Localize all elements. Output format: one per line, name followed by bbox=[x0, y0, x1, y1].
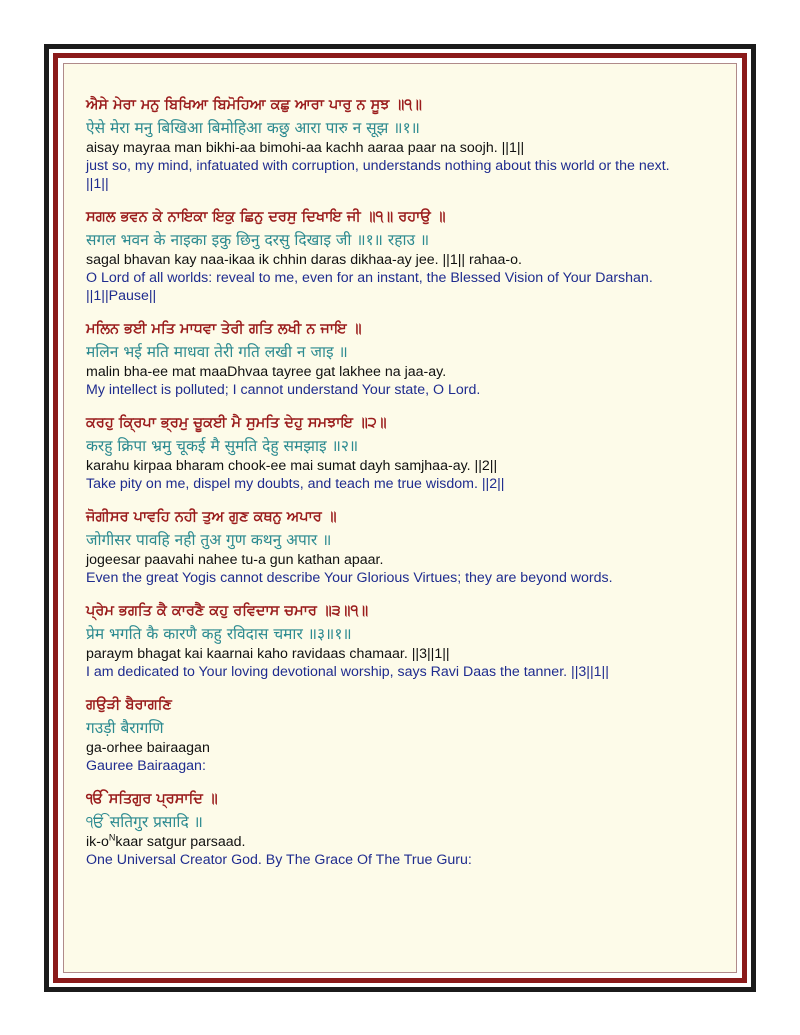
gurmukhi-line: ਐਸੇ ਮੇਰਾ ਮਨੁ ਬਿਖਿਆ ਬਿਮੋਹਿਆ ਕਛੁ ਆਰਾ ਪਾਰੁ ਨ ਸੂਝ ॥੧॥ bbox=[86, 97, 422, 113]
verse-list bbox=[86, 94, 696, 882]
devanagari-line: करहु क्रिपा भ्रमु चूकई मै सुमति देहु समझाइ ॥२॥ bbox=[86, 437, 359, 455]
devanagari-line: मलिन भई मति माधवा तेरी गति लखी न जाइ ॥ bbox=[86, 343, 348, 361]
transliteration-line: malin bha-ee mat maaDhvaa tayree gat lakhee na jaa-ay. bbox=[86, 364, 447, 380]
transliteration-superscript: N bbox=[108, 832, 116, 843]
transliteration-line: ga-orhee bairaagan bbox=[86, 740, 210, 756]
verse-6 bbox=[86, 600, 696, 681]
devanagari-line: ੴ सतिगुर प्रसादि ॥ bbox=[86, 813, 203, 831]
transliteration-line: sagal bhavan kay naa-ikaa ik chhin daras dikhaa-ay jee. ||1|| rahaa-o. bbox=[86, 252, 522, 268]
transliteration-line bbox=[86, 834, 696, 851]
english-translation: O Lord of all worlds: reveal to me, even for an instant, the Blessed Vision of Your Darshan. ||1||Pause|| bbox=[86, 270, 653, 304]
devanagari-line: जोगीसर पावहि नही तुअ गुण कथनु अपार ॥ bbox=[86, 531, 332, 549]
devanagari-line: गउड़ी बैरागणि bbox=[86, 719, 164, 737]
english-translation: I am dedicated to Your loving devotional worship, says Ravi Daas the tanner. ||3||1|| bbox=[86, 664, 609, 680]
gurmukhi-line: ਜੋਗੀਸਰ ਪਾਵਹਿ ਨਹੀ ਤੁਅ ਗੁਣ ਕਥਨੁ ਅਪਾਰ ॥ bbox=[86, 509, 337, 525]
verse-3 bbox=[86, 318, 696, 399]
transliteration-line: karahu kirpaa bharam chook-ee mai sumat dayh samjhaa-ay. ||2|| bbox=[86, 458, 498, 474]
english-translation: just so, my mind, infatuated with corruption, understands nothing about this world or the next. ||1|| bbox=[86, 158, 670, 192]
english-translation: Gauree Bairaagan: bbox=[86, 758, 206, 774]
gurmukhi-line: ਪ੍ਰੇਮ ਭਗਤਿ ਕੈ ਕਾਰਣੈ ਕਹੁ ਰਵਿਦਾਸ ਚਮਾਰ ॥੩॥੧॥ bbox=[86, 603, 369, 619]
english-translation: Even the great Yogis cannot describe Your Glorious Virtues; they are beyond words. bbox=[86, 570, 613, 586]
verse-5 bbox=[86, 506, 696, 587]
gurmukhi-line: ੴ ਸਤਿਗੁਰ ਪ੍ਰਸਾਦਿ ॥ bbox=[86, 791, 218, 807]
english-translation: Take pity on me, dispel my doubts, and teach me true wisdom. ||2|| bbox=[86, 476, 505, 492]
verse-1 bbox=[86, 94, 696, 193]
verse-4 bbox=[86, 412, 696, 493]
verse-2 bbox=[86, 206, 696, 305]
transliteration-line: aisay mayraa man bikhi-aa bimohi-aa kachh aaraa paar na soojh. ||1|| bbox=[86, 140, 525, 156]
devanagari-line: प्रेम भगति कै कारणै कहु रविदास चमार ॥३॥१॥ bbox=[86, 625, 352, 643]
gurmukhi-line: ਗਉੜੀ ਬੈਰਾਗਣਿ bbox=[86, 697, 172, 713]
transliteration-part: kaar satgur parsaad. bbox=[115, 834, 246, 850]
transliteration-part: ik-o bbox=[86, 834, 109, 850]
verse-8 bbox=[86, 788, 696, 869]
english-translation: My intellect is polluted; I cannot understand Your state, O Lord. bbox=[86, 382, 481, 398]
gurmukhi-line: ਮਲਿਨ ਭਈ ਮਤਿ ਮਾਧਵਾ ਤੇਰੀ ਗਤਿ ਲਖੀ ਨ ਜਾਇ ॥ bbox=[86, 321, 362, 337]
transliteration-line: jogeesar paavahi nahee tu-a gun kathan apaar. bbox=[86, 552, 384, 568]
devanagari-line: सगल भवन के नाइका इकु छिनु दरसु दिखाइ जी ॥१॥ रहाउ ॥ bbox=[86, 231, 430, 249]
english-translation: One Universal Creator God. By The Grace Of The True Guru: bbox=[86, 852, 472, 868]
gurmukhi-line: ਕਰਹੁ ਕ੍ਰਿਪਾ ਭ੍ਰਮੁ ਚੂਕਈ ਮੈ ਸੁਮਤਿ ਦੇਹੁ ਸਮਝਾਇ ॥੨॥ bbox=[86, 415, 387, 431]
verse-7 bbox=[86, 694, 696, 775]
gurmukhi-line: ਸਗਲ ਭਵਨ ਕੇ ਨਾਇਕਾ ਇਕੁ ਛਿਨੁ ਦਰਸੁ ਦਿਖਾਇ ਜੀ ॥੧॥ ਰਹਾਉ ॥ bbox=[86, 209, 446, 225]
transliteration-line: paraym bhagat kai kaarnai kaho ravidaas chamaar. ||3||1|| bbox=[86, 646, 450, 662]
devanagari-line: ऐसे मेरा मनु बिखिआ बिमोहिआ कछु आरा पारु न सूझ ॥१॥ bbox=[86, 119, 420, 137]
